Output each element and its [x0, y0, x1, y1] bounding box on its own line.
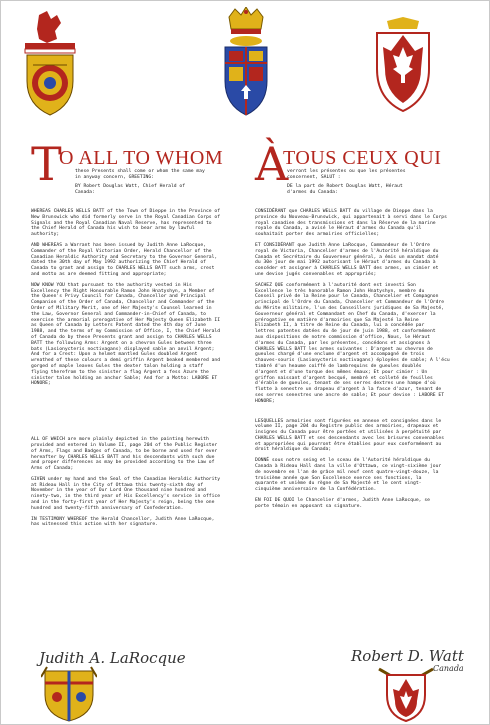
royal-crest-emblem: [211, 7, 281, 119]
french-paragraph: ET CONSIDÉRANT que Judith Anne LaRocque, Commandeur de l'Ordre royal de Victoria, Chancelier d'armes de l'Autorité héraldique du Canada et Secrétaire du Gouverneur général, a émis un mandat daté du 30e jour de mai 1992 autorisant le Héraut d'armes du Canada à concéder et assigner à CHARLES WELLS BATT des armes, un cimier et une devise jugés convenables et appropriés;: [255, 242, 439, 277]
herald-chancellor-signature: Judith A. LaRocque: [39, 649, 186, 667]
herald-chancellor-seal: [41, 665, 97, 723]
french-paragraph: SACHEZ QUE conformément à l'autorité dont est investi Son Excellence le très honorable Ramon John Hnatyshyn, membre du Conseil privé de la Reine pour le Canada, Chancelier et Compagnon principal de l'Ordre du Canada, Chancelier et Commandeur de l'Ordre du Mérite militaire, l'un des Conseillers juridiques de Sa Majesté, Gouverneur général et Commandant en Chef du Canada, d'exercer la prérogative en matière d'armoiries que Sa Majesté la Reine Elizabeth II, à titre de Reine du Canada, lui a concédée par lettres patentes datées du 4e jour de juin 1988, et conformément aux dispositions de notre commission d'office, Nous, le Héraut d'armes du Canada, par les présentes, concédons et assignons à CHARLES WELLS BATT les armes suivantes : D'argent au chevron de gueules chargé d'une enclume d'argent et accompagné de trois chauves-souris (Lasionycteris noctivagans) éployées de sable; A l'écu timbré d'un heaume coiffé de lambrequins de gueules doublés d'argent et d'une torque des mêmes émaux; Et pour cimier : Un griffon naissant d'argent becqué, membré et colleté de feuilles d'érable de gueules, tenant de ses serres dextres une hampe d'où flotte à senestre un drapeau d'argent à la fasce d'azur, tenant de ses serres senestres une ancre de sable; Et pour devise : LABORE ET HONORE;: [255, 282, 450, 404]
english-paragraph: NOW KNOW YOU that pursuant to the authority vested in His Excellency the Right Honourable Ramon John Hnatyshyn, a Member of the Queen's Privy Council for Canada, Chancellor and Principal Companion of the Order of Canada, Chancellor and Commander of the Order of Military Merit, one of Her Majesty's Counsel learned in the Law, Governor General and Commander-in-Chief of Canada, to exercise the armorial prerogative of Her Majesty Queen Elizabeth II as Queen of Canada by Letters Patent dated the 4th day of June 1988, and the terms of my Commission of Office, I, the Chief Herald of Canada do by these Presents grant and assign to CHARLES WELLS BATT the following Arms: Argent on a chevron Gules between three bats (Lasionycteris noctivagans) displayed sable an anvil Argent; And for a Crest: Upon a helmet mantled Gules doubled Argent wreathed of these colours a demi griffin Argent beaked membered and gorged of maple leaves Gules the dexter talon holding a staff flying therefrom to the sinister a flag Argent a fess Azure the sinister talon holding an anchor Sable; And for a Motto: LABORE ET HONORE;: [31, 282, 221, 387]
french-text-column: [255, 209, 471, 515]
heraldic-authority-emblem: [17, 9, 83, 119]
chief-herald-seal: [377, 665, 435, 723]
french-by-line: DE la part de Robert Douglas Watt, Héraut d'armes du Canada:: [287, 184, 403, 195]
french-paragraph: CONSIDÉRANT que CHARLES WELLS BATT du village de Dieppe dans la province du Nouveau-Brunswick, qui appartenait à servi dans le Corps royal canadien des transmissions et dans la Réserve de la marine royale du Canada, a avisé le Héraut d'armes du Canada qu'il souhaitait porter des armoiries officielles;: [255, 209, 447, 238]
english-paragraph: ALL OF WHICH are more plainly depicted in the painting herewith provided and entered in Volume II, page 204 of the Public Register of Arms, Flags and Badges of Canada, to be borne and used for ever hereafter by CHARLES WELLS BATT and his descendants with such due and proper differences as may be provided according to the Law of Arms of Canada;: [31, 437, 218, 472]
chief-herald-signature-suffix: Canada: [433, 664, 464, 673]
french-paragraph: EN FOI DE QUOI le Chancelier d'armes, Judith Anne LaRocque, se porte témoin en apposant sa signature.: [255, 498, 430, 509]
english-paragraph: GIVEN under my hand and the Seal of the Canadian Heraldic Authority at Rideau Hall in the City of Ottawa this twenty-sixth day of November in the year of Our Lord One thousand nine hundred and ninety-two, in the third year of His Excellency's service in office and in the forty-first year of Her Majesty's reign, being the one hundred and twenty-fifth anniversary of Confederation.: [31, 476, 221, 511]
french-paragraph: LESQUELLES armoiries sont figurées en annexe et consignées dans le volume II, page 204 du Registre public des armoiries, drapeaux et insignes du Canada pour être portées et utilisées à perpétuité par CHARLES WELLS BATT et ses descendants avec les brisures convenables et appropriées qui pourront être établies pour eux conformément au droit héraldique du Canada;: [255, 418, 445, 453]
french-paragraph: DONNÉ sous notre seing et le sceau de l'Autorité héraldique du Canada à Rideau Hall dans la ville d'Ottawa, ce vingt-sixième jour de novembre en l'an de grâce mil neuf cent quatre-vingt-douze, la troisième année que Son Excellence exerce ses fonctions, la quarante et unième du règne de Sa Majesté et le cent vingt- cinquième anniversaire de la Confédération.: [255, 458, 442, 493]
english-paragraph: WHEREAS CHARLES WELLS BATT of the Town of Dieppe in the Province of New Brunswick who did formerly serve in the Royal Canadian Corps of Signals and the Royal Canadian Naval Reserve, has represented to the Chief Herald of Canada his wish to bear arms by lawful authority;: [31, 209, 221, 238]
english-paragraph: AND WHEREAS a Warrant has been issued by Judith Anne LaRocque, Commander of the Royal Victorian Order, Herald Chancellor of the Canadian Heraldic Authority and Secretary to the Governor General, dated the 30th day of May 1992 authorizing the Chief Herald of Canada to grant and assign to CHARLES WELLS BATT such arms, crest and motto as are deemed fitting and appropriate;: [31, 242, 218, 277]
english-title: O ALL TO WHOM: [59, 147, 224, 169]
english-text-column: [31, 209, 245, 533]
english-initial: T: [31, 137, 62, 191]
french-greeting: verront les présentes ou que les présentes concernent, SALUT :: [287, 169, 406, 180]
english-paragraph: IN TESTIMONY WHEREOF the Herald Chancellor, Judith Anne LaRocque, has witnessed this action with her signature.: [31, 516, 215, 528]
english-by-line: BY Robert Douglas Watt, Chief Herald of Canada:: [75, 184, 186, 195]
maple-leaf-shield-emblem: [371, 17, 435, 115]
chief-herald-signature: Robert D. Watt: [351, 647, 464, 665]
french-initial: À: [255, 137, 289, 191]
english-greeting: these Presents shall come or whom the same may in anyway concern, GREETING:: [75, 169, 205, 180]
french-title: TOUS CEUX QUI: [283, 147, 442, 169]
